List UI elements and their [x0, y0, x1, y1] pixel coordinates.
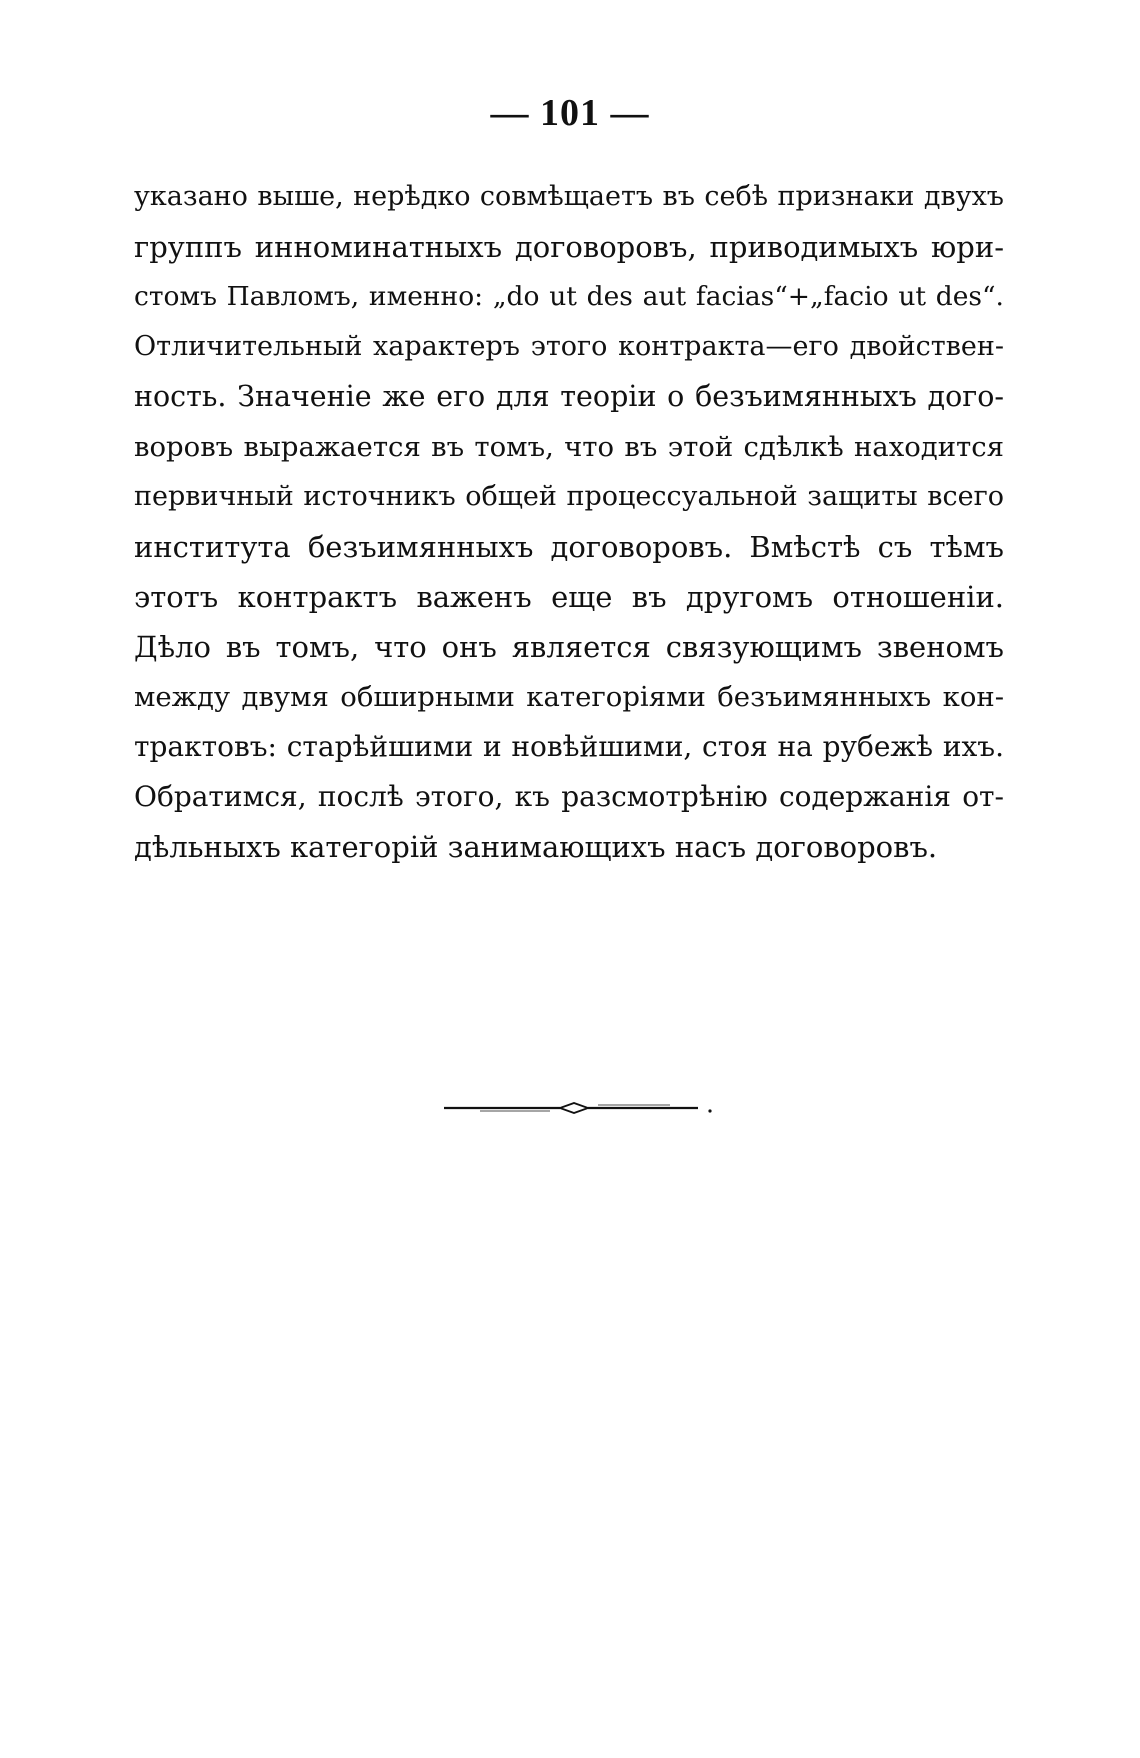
text-line: первичный источникъ общей процессуальной защиты всего	[134, 481, 1004, 512]
text-line: указано выше, нерѣдко совмѣщаетъ въ себѣ признаки двухъ	[134, 181, 1004, 212]
body-text	[134, 172, 1004, 872]
text-line: Обратимся, послѣ этого, къ разсмотрѣнію содержанія от-	[134, 780, 1004, 813]
text-line: этотъ контрактъ важенъ еще въ другомъ отношеніи.	[134, 580, 1004, 614]
text-line: трактовъ: старѣйшими и новѣйшими, стоя на рубежѣ ихъ.	[134, 730, 1004, 763]
text-line: института безъимянныхъ договоровъ. Вмѣстѣ съ тѣмъ	[134, 530, 1004, 564]
text-line: между двумя обширными категоріями безъимянныхъ кон-	[134, 681, 1004, 713]
text-line: дѣльныхъ категорій занимающихъ насъ договоровъ.	[134, 830, 938, 864]
text-line: стомъ Павломъ, именно: „do ut des aut facias“+„facio ut des“.	[134, 281, 1004, 312]
end-of-section-ornament-icon	[440, 1096, 720, 1120]
text-line: группъ инноминатныхъ договоровъ, приводимыхъ юри-	[134, 230, 1004, 264]
text-line: Отличительный характеръ этого контракта—его двойствен-	[134, 331, 1004, 362]
text-line: ность. Значеніе же его для теоріи о безъимянныхъ дого-	[134, 380, 1004, 413]
text-line: воровъ выражается въ томъ, что въ этой сдѣлкѣ находится	[134, 431, 1004, 463]
text-line: Дѣло въ томъ, что онъ является связующимъ звеномъ	[134, 630, 1004, 664]
page-number: — 101 —	[490, 92, 650, 134]
